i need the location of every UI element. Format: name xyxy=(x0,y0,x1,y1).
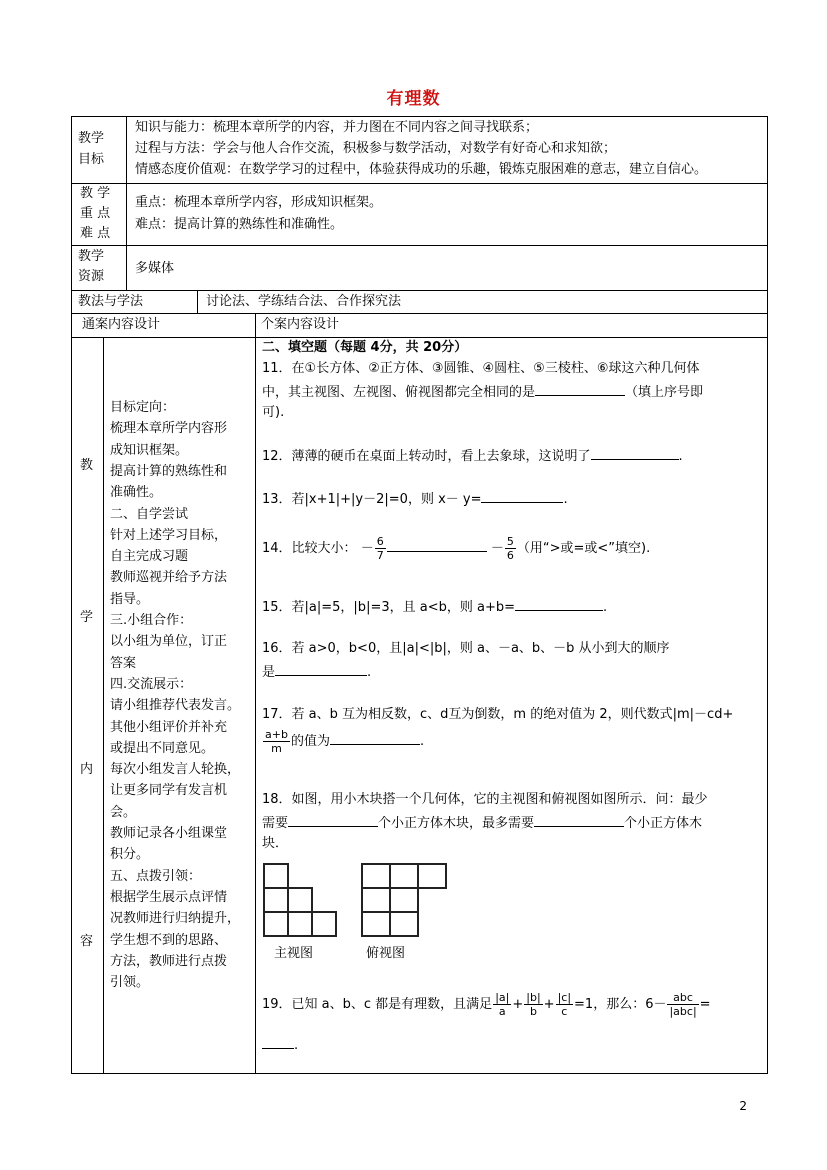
keypoints-label-1: 教 学 xyxy=(80,186,111,201)
top-view-caption: 俯视图 xyxy=(366,946,406,961)
q11-line2: 中，其主视图、左视图、俯视图都完全相同的是 （填上序号即 xyxy=(262,385,704,400)
side-label-3: 内 xyxy=(80,762,94,777)
section-title: 二、填空题（每题 4分，共 20分） xyxy=(262,340,468,355)
common-design-line: 五、点拨引领： xyxy=(110,869,202,884)
q19-fraction-a: $\frac{|a|}{a}$ xyxy=(495,991,510,1018)
design-header-common-label: 通案内容设计 xyxy=(82,317,161,332)
q14-fraction-2: $\frac{5}{6}$ xyxy=(506,535,514,562)
q12-answer-blank xyxy=(591,447,679,460)
q18-line2: 需要 个小正方体木块，最多需要 个小正方体木 xyxy=(262,816,703,831)
q15: 15．若|a|=5，|b|=3，且 a<b，则 a+b= . xyxy=(262,600,608,615)
q14-fraction-1: $\frac{6}{7}$ xyxy=(376,535,384,562)
q19-line1: 19．已知 a、b、c 都是有理数，且满足 $\frac{|a|}{a}$ + $\frac{|b|}{b}$ + $\frac{|c|}{c}$ =1，那么：6－ $\frac{\text{abc}}{\text{|abc|}}$ = xyxy=(262,991,711,1018)
common-design-line: 以小组为单位，订正 xyxy=(110,634,228,649)
common-design-line: 提高计算的熟练性和 xyxy=(110,464,228,479)
side-label-4: 容 xyxy=(80,934,94,949)
page-title: 有理数 xyxy=(386,89,441,109)
top-view-figure xyxy=(360,862,450,938)
goals-process: 过程与方法：学会与他人合作交流，积极参与数学活动，对数学有好奇心和求知欲； xyxy=(135,141,617,156)
q17-fraction: $\frac{a+b}{m}$ xyxy=(265,728,288,755)
q18-min-blank xyxy=(288,814,378,827)
resources-label-2: 资源 xyxy=(78,269,105,284)
common-design-line: 三.小组合作： xyxy=(110,613,193,628)
common-design-line: 答案 xyxy=(110,656,137,671)
q14-answer-blank xyxy=(387,539,487,552)
methods-label: 教法与学法 xyxy=(78,294,144,309)
q17-answer-blank xyxy=(330,732,420,745)
common-design-line: 四.交流展示： xyxy=(110,677,193,692)
common-design-line: 让更多同学有发言机 xyxy=(110,783,228,798)
common-design-line: 每次小组发言人轮换， xyxy=(110,762,241,777)
common-design-line: 积分。 xyxy=(110,847,150,862)
common-design-line: 会。 xyxy=(110,805,137,820)
common-design-line: 目标定向： xyxy=(110,400,176,415)
q17-line1: 17．若 a、b 互为相反数，c、d互为倒数，m 的绝对值为 2，则代数式|m|－cd+ xyxy=(262,707,734,722)
resources-label-1: 教学 xyxy=(78,249,105,264)
q11-line1: 11．在①长方体、②正方体、③圆锥、④圆柱、⑤三棱柱、⑥球这六种几何体 xyxy=(262,361,700,376)
common-design-line: 成知识框架。 xyxy=(110,443,189,458)
keypoint-key: 重点：梳理本章所学内容，形成知识框架。 xyxy=(135,195,383,210)
front-view-figure xyxy=(262,862,342,938)
common-design-line: 自主完成习题 xyxy=(110,549,189,564)
side-label-1: 教 xyxy=(80,458,94,473)
design-header-individual: 个案内容设计 xyxy=(261,317,340,332)
common-design-line: 或提出不同意见。 xyxy=(110,741,215,756)
common-design-line: 况教师进行归纳提升， xyxy=(110,911,241,926)
q15-answer-blank xyxy=(515,598,603,611)
common-design-line: 梳理本章所学内容形 xyxy=(110,421,228,436)
methods-value: 讨论法、学练结合法、合作探究法 xyxy=(206,294,402,309)
goals-knowledge: 知识与能力：梳理本章所学的内容，并力图在不同内容之间寻找联系； xyxy=(135,120,539,135)
common-design-line: 教师记录各小组课堂 xyxy=(110,826,228,841)
common-design-line: 其他小组评价并补充 xyxy=(110,720,228,735)
q16-line1: 16．若 a>0，b<0，且|a|<|b|，则 a、－a、b、－b 从小到大的顺序 xyxy=(262,641,670,656)
q12: 12．薄薄的硬币在桌面上转动时，看上去象球，这说明了 . xyxy=(262,449,683,464)
q11-answer-blank xyxy=(535,383,625,396)
front-view-caption: 主视图 xyxy=(274,946,314,961)
q19-fraction-c: $\frac{|c|}{c}$ xyxy=(557,991,572,1018)
common-design-line: 准确性。 xyxy=(110,485,163,500)
q16-line2: 是 . xyxy=(262,665,372,680)
keypoints-label-3: 难 点 xyxy=(80,226,111,241)
common-design-line: 方法，教师进行点拨 xyxy=(110,954,228,969)
q18-max-blank xyxy=(534,814,624,827)
q19-line2: . xyxy=(262,1036,298,1054)
common-design-line: 指导。 xyxy=(110,592,150,607)
q16-answer-blank xyxy=(275,663,367,676)
side-label-2: 学 xyxy=(80,610,94,625)
q17-line2: $\frac{a+b}{m}$ 的值为 . xyxy=(265,728,425,755)
common-design-line: 二、自学尝试 xyxy=(110,507,189,522)
page-number: 2 xyxy=(739,1099,747,1113)
q19-answer-blank xyxy=(262,1036,294,1049)
q13: 13．若|x+1|+|y－2|=0，则 x－ y= . xyxy=(262,492,568,507)
common-design-line: 根据学生展示点评情 xyxy=(110,890,228,905)
common-design-line: 教师巡视并给予方法 xyxy=(110,570,228,585)
common-design-line: 学生想不到的思路、 xyxy=(110,933,228,948)
q18-line3: 块． xyxy=(262,836,289,851)
common-design-line: 针对上述学习目标， xyxy=(110,528,228,543)
q19-fraction-abc: $\frac{\text{abc}}{\text{|abc|}}$ xyxy=(669,991,697,1018)
goals-label-1: 教学 xyxy=(78,131,105,146)
q13-answer-blank xyxy=(481,490,563,503)
goals-label-2: 目标 xyxy=(78,152,105,167)
goals-emotion: 情感态度价值观：在数学学习的过程中，体验获得成功的乐趣，锻炼克服困难的意志，建立自信心。 xyxy=(135,162,708,177)
common-design-line: 引领。 xyxy=(110,975,150,990)
common-design-line: 请小组推荐代表发言。 xyxy=(110,698,241,713)
q11-line3: 可). xyxy=(262,405,285,420)
q19-fraction-b: $\frac{|b|}{b}$ xyxy=(526,991,541,1018)
keypoint-difficult: 难点：提高计算的熟练性和准确性。 xyxy=(135,217,344,232)
resources-value: 多媒体 xyxy=(135,261,175,276)
q14: 14．比较大小： － $\frac{6}{7}$ － $\frac{5}{6}$ （用“>或=或<”填空). xyxy=(262,535,651,562)
q18-line1: 18．如图，用小木块搭一个几何体，它的主视图和俯视图如图所示．问：最少 xyxy=(262,792,708,807)
keypoints-label-2: 重 点 xyxy=(80,206,111,221)
